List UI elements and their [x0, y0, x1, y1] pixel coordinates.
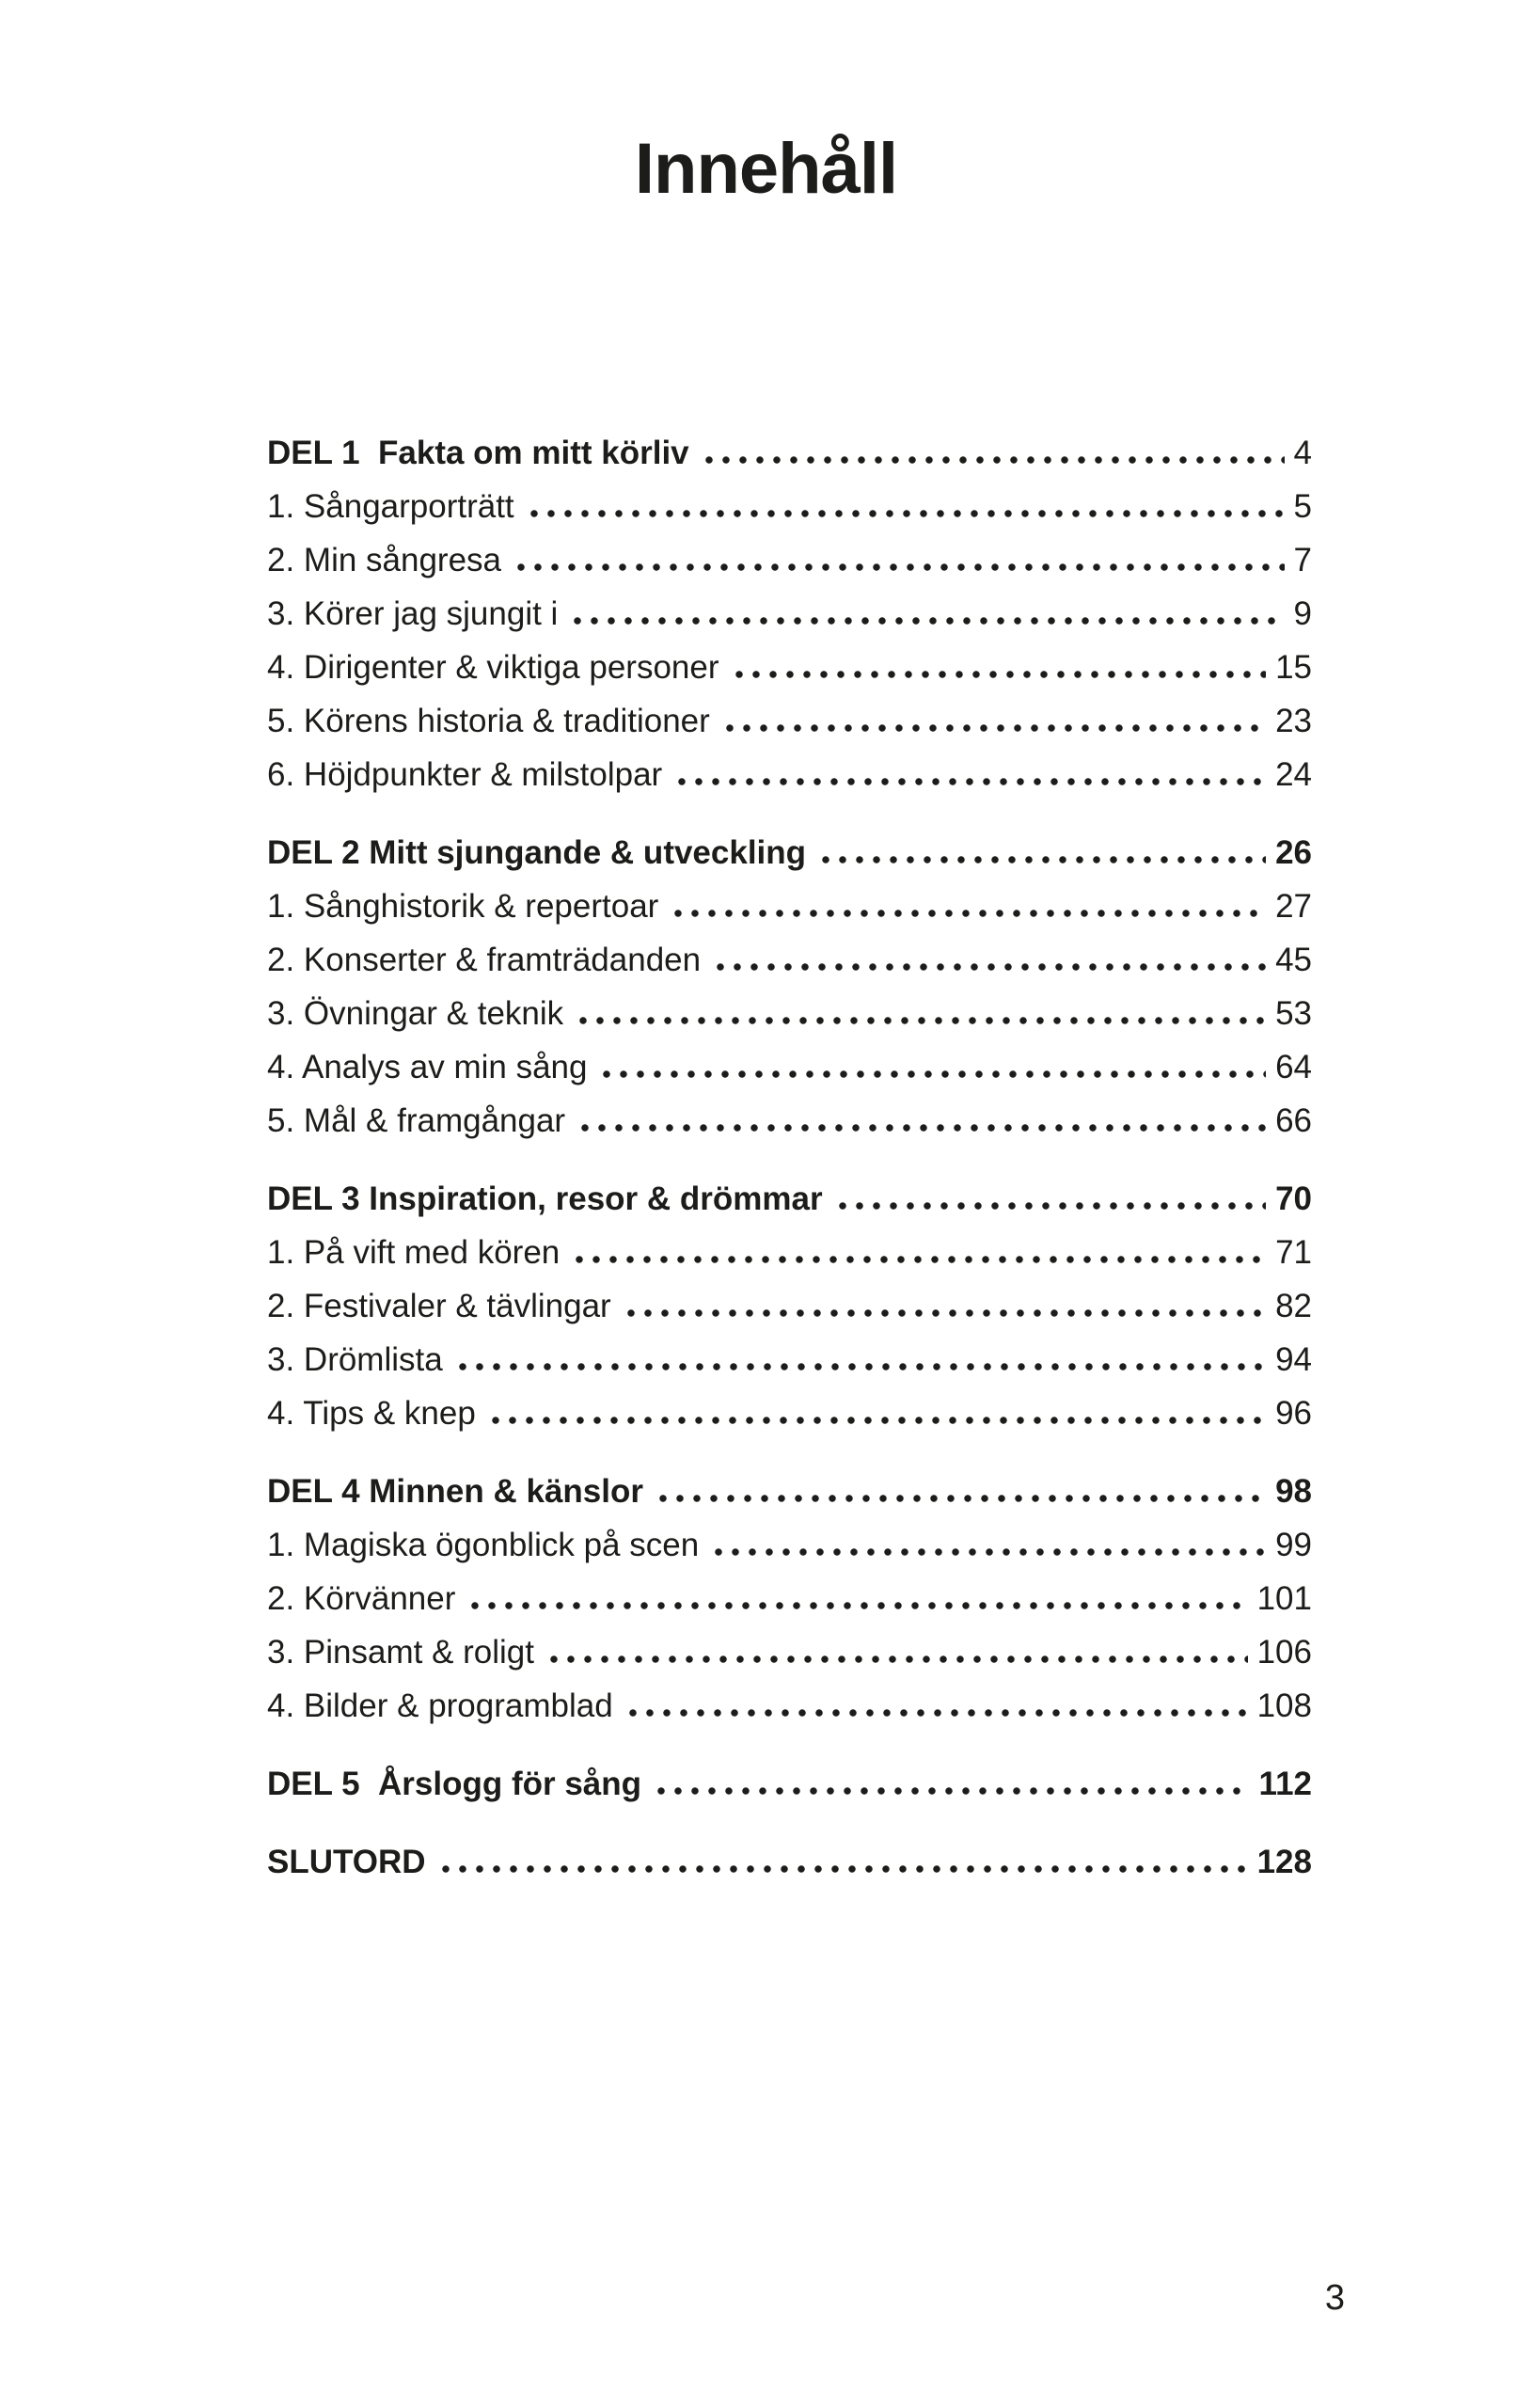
- page-title: Innehåll: [634, 129, 898, 209]
- toc-entry-label: 2. Konserter & framträdanden: [267, 942, 702, 978]
- toc-section: [267, 1172, 1312, 1440]
- toc-entry-label: 2. Festivaler & tävlingar: [267, 1288, 611, 1324]
- toc-item-row: [267, 587, 1312, 641]
- dot-leader-icon: [454, 1363, 1266, 1370]
- toc-entry-page-number: 7: [1293, 542, 1312, 578]
- toc-entry-label: SLUTORD: [267, 1844, 426, 1880]
- dot-leader-icon: [712, 963, 1266, 971]
- toc-entry-page-number: 71: [1275, 1234, 1312, 1271]
- toc-entry-label: 6. Höjdpunkter & milstolpar: [267, 756, 663, 793]
- dot-leader-icon: [673, 778, 1266, 785]
- toc-entry-page-number: 53: [1275, 995, 1312, 1032]
- toc-entry-label: 4. Bilder & programblad: [267, 1687, 613, 1724]
- toc-item-row: [267, 694, 1312, 748]
- toc-item-row: [267, 879, 1312, 933]
- toc-header-row: [267, 426, 1312, 480]
- toc-entry-page-number: 15: [1275, 649, 1312, 686]
- toc-header-row: [267, 1172, 1312, 1226]
- toc-item-row: [267, 933, 1312, 987]
- table-of-contents: [267, 426, 1312, 1889]
- toc-item-row: [267, 480, 1312, 533]
- dot-leader-icon: [670, 910, 1266, 917]
- dot-leader-icon: [624, 1709, 1248, 1717]
- toc-item-row: [267, 1386, 1312, 1440]
- toc-entry-label: 1. Sånghistorik & repertoar: [267, 888, 659, 925]
- toc-section: [267, 826, 1312, 1148]
- dot-leader-icon: [817, 856, 1266, 863]
- toc-entry-label: 5. Mål & framgångar: [267, 1102, 566, 1139]
- dot-leader-icon: [834, 1202, 1266, 1210]
- dot-leader-icon: [623, 1309, 1266, 1317]
- toc-entry-label: 4. Tips & knep: [267, 1395, 476, 1432]
- toc-entry-label: 4. Analys av min sång: [267, 1049, 588, 1085]
- toc-entry-page-number: 108: [1256, 1687, 1312, 1724]
- toc-entry-label: 2. Körvänner: [267, 1580, 456, 1617]
- dot-leader-icon: [576, 1124, 1266, 1132]
- dot-leader-icon: [655, 1495, 1266, 1502]
- toc-entry-label: 3. Övningar & teknik: [267, 995, 564, 1032]
- toc-item-row: [267, 1279, 1312, 1333]
- toc-entry-page-number: 9: [1293, 595, 1312, 632]
- toc-entry-label: 3. Drömlista: [267, 1341, 443, 1378]
- toc-item-row: [267, 1518, 1312, 1572]
- toc-entry-page-number: 70: [1275, 1180, 1312, 1217]
- dot-leader-icon: [721, 724, 1266, 732]
- toc-header-row: [267, 1757, 1312, 1811]
- dot-leader-icon: [571, 1256, 1266, 1263]
- toc-entry-page-number: 66: [1275, 1102, 1312, 1139]
- dot-leader-icon: [575, 1017, 1266, 1024]
- toc-item-row: [267, 1625, 1312, 1679]
- dot-leader-icon: [487, 1417, 1266, 1424]
- dot-leader-icon: [466, 1602, 1247, 1609]
- toc-entry-page-number: 96: [1275, 1395, 1312, 1432]
- toc-entry-page-number: 24: [1275, 756, 1312, 793]
- toc-header-row: [267, 1465, 1312, 1518]
- toc-entry-page-number: 26: [1275, 834, 1312, 871]
- toc-entry-page-number: 101: [1256, 1580, 1312, 1617]
- dot-leader-icon: [437, 1865, 1248, 1873]
- toc-item-row: [267, 987, 1312, 1040]
- toc-entry-label: 1. På vift med kören: [267, 1234, 561, 1271]
- dot-leader-icon: [569, 617, 1284, 625]
- toc-entry-page-number: 94: [1275, 1341, 1312, 1378]
- toc-header-row: [267, 826, 1312, 879]
- toc-entry-page-number: 82: [1275, 1288, 1312, 1324]
- toc-entry-label: DEL 2 Mitt sjungande & utveckling: [267, 834, 807, 871]
- toc-entry-label: 2. Min sångresa: [267, 542, 502, 578]
- dot-leader-icon: [513, 563, 1285, 571]
- toc-item-row: [267, 1226, 1312, 1279]
- toc-entry-page-number: 27: [1275, 888, 1312, 925]
- toc-entry-label: DEL 4 Minnen & känslor: [267, 1473, 643, 1510]
- toc-entry-page-number: 45: [1275, 942, 1312, 978]
- toc-entry-page-number: 112: [1258, 1766, 1312, 1802]
- toc-item-row: [267, 1572, 1312, 1625]
- toc-section: [267, 1835, 1312, 1889]
- toc-entry-label: 3. Körer jag sjungit i: [267, 595, 559, 632]
- dot-leader-icon: [653, 1787, 1250, 1795]
- toc-entry-label: 3. Pinsamt & roligt: [267, 1634, 534, 1671]
- toc-entry-page-number: 98: [1275, 1473, 1312, 1510]
- toc-item-row: [267, 533, 1312, 587]
- toc-section: [267, 1757, 1312, 1811]
- toc-entry-page-number: 99: [1275, 1527, 1312, 1563]
- toc-item-row: [267, 748, 1312, 801]
- dot-leader-icon: [526, 510, 1285, 517]
- toc-section: [267, 1465, 1312, 1733]
- toc-item-row: [267, 1679, 1312, 1733]
- toc-entry-page-number: 5: [1293, 488, 1312, 525]
- dot-leader-icon: [710, 1548, 1266, 1556]
- toc-header-row: [267, 1835, 1312, 1889]
- toc-entry-page-number: 106: [1256, 1634, 1312, 1671]
- toc-entry-page-number: 23: [1275, 703, 1312, 739]
- toc-item-row: [267, 1094, 1312, 1148]
- toc-entry-label: DEL 3 Inspiration, resor & drömmar: [267, 1180, 823, 1217]
- toc-item-row: [267, 1040, 1312, 1094]
- dot-leader-icon: [731, 671, 1267, 678]
- toc-entry-label: DEL 5 Årslogg för sång: [267, 1766, 642, 1802]
- toc-entry-page-number: 4: [1293, 435, 1312, 471]
- toc-entry-label: 5. Körens historia & traditioner: [267, 703, 710, 739]
- dot-leader-icon: [701, 456, 1285, 464]
- toc-entry-label: 1. Magiska ögonblick på scen: [267, 1527, 700, 1563]
- dot-leader-icon: [598, 1070, 1266, 1078]
- toc-entry-label: DEL 1 Fakta om mitt körliv: [267, 435, 689, 471]
- toc-entry-label: 1. Sångarporträtt: [267, 488, 514, 525]
- toc-item-row: [267, 641, 1312, 694]
- toc-item-row: [267, 1333, 1312, 1386]
- footer-page-number: 3: [1324, 2278, 1345, 2318]
- toc-section: [267, 426, 1312, 801]
- toc-entry-page-number: 128: [1256, 1844, 1312, 1880]
- dot-leader-icon: [545, 1656, 1248, 1663]
- toc-entry-page-number: 64: [1275, 1049, 1312, 1085]
- toc-entry-label: 4. Dirigenter & viktiga personer: [267, 649, 719, 686]
